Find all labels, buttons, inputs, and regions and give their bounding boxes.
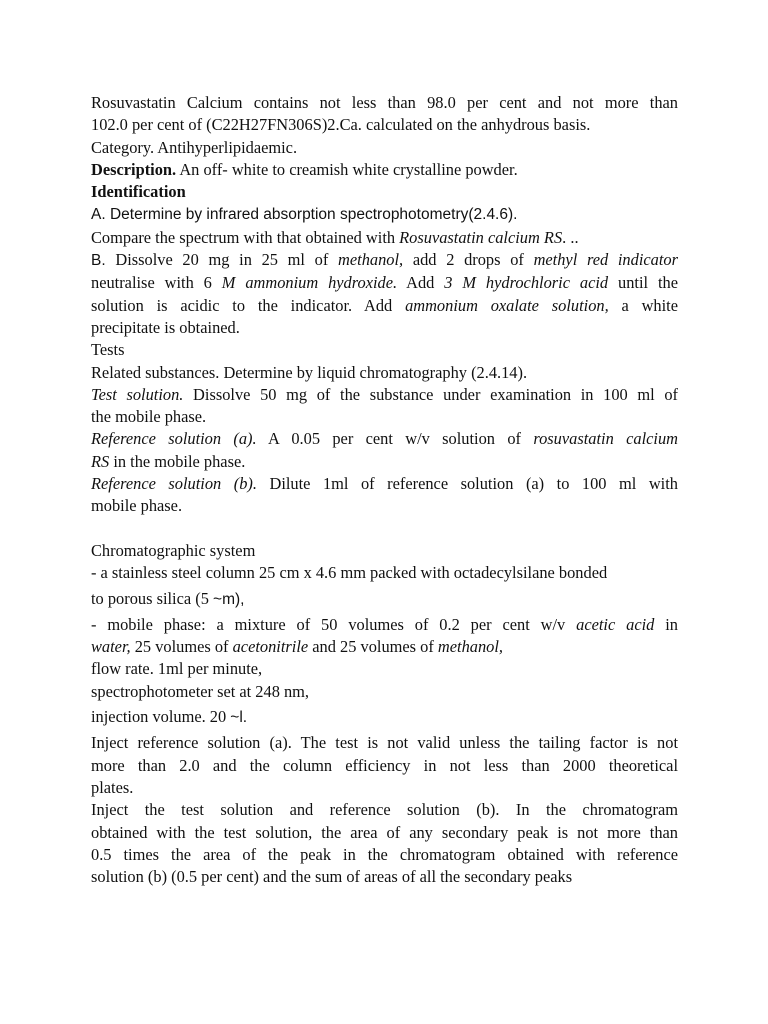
document-body xyxy=(91,92,678,888)
test-solution-line-1 xyxy=(91,384,678,406)
mobile-phase-text: - mobile phase: a mixture of 50 volumes of 0.2 per cent w/v xyxy=(91,614,577,634)
b-text: neutralise with 6 xyxy=(91,273,222,293)
description-text: An off- white to creamish white crystalline powder. xyxy=(176,159,518,179)
test-solution-label: Test solution. xyxy=(91,384,184,404)
mobile-phase-text: and 25 volumes of xyxy=(308,637,438,657)
related-substances-line: Related substances. Determine by liquid chromatography (2.4.14). xyxy=(91,362,528,382)
compare-end: . .. xyxy=(562,227,579,247)
closing-line-3: plates. xyxy=(91,777,134,797)
reference-a-label: Reference solution (a). xyxy=(91,429,257,449)
reference-b-line-2: mobile phase. xyxy=(91,496,183,516)
closing-line-6: 0.5 times the area of the peak in the chromatogram obtained with reference xyxy=(91,844,678,864)
test-solution-line-2: the mobile phase. xyxy=(91,407,207,427)
identification-a-text: A. Determine by infrared absorption spectrophotometry(2.4.6). xyxy=(91,206,518,224)
identification-a-line xyxy=(91,203,678,226)
column-line-2 xyxy=(91,588,678,611)
reagent-methanol: methanol, xyxy=(437,637,504,657)
paragraph-gap xyxy=(91,518,678,540)
mobile-phase-text: in xyxy=(654,614,678,634)
flow-rate-line: flow rate. 1ml per minute, xyxy=(91,659,263,679)
mobile-phase-text: 25 volumes of xyxy=(130,637,233,657)
reagent-acetic-acid: acetic acid xyxy=(576,614,655,634)
b-text: Dissolve 20 mg in 25 ml of xyxy=(105,250,339,270)
particle-size-unit: ~m), xyxy=(213,590,245,608)
reagent-ammonium-oxalate: ammonium oxalate solution, xyxy=(405,295,609,315)
column-line-1: - a stainless steel column 25 cm x 4.6 mm packed with octadecylsilane bonded xyxy=(91,563,608,583)
compare-text: Compare the spectrum with that obtained with xyxy=(91,227,400,247)
reference-a-text: A 0.05 per cent w/v solution of xyxy=(256,429,534,449)
reagent-methanol: methanol, xyxy=(338,250,404,270)
identification-b-letter: B. xyxy=(91,252,106,270)
reagent-methyl-red: methyl red indicator xyxy=(533,250,678,270)
description-line xyxy=(91,159,678,181)
mobile-phase-line-1 xyxy=(91,614,678,636)
reference-a-standard: rosuvastatin calcium xyxy=(533,429,678,449)
reagent-water: water, xyxy=(91,637,131,657)
closing-line-7: solution (b) (0.5 per cent) and the sum of areas of all the secondary peaks xyxy=(91,867,573,887)
reference-b-label: Reference solution (b). xyxy=(91,474,257,494)
b-text: solution is acidic to the indicator. Add xyxy=(91,295,406,315)
b-text: a white xyxy=(608,295,678,315)
chromatographic-heading: Chromatographic system xyxy=(91,540,256,560)
reference-b-line-1 xyxy=(91,473,678,495)
b-text: Add xyxy=(397,273,445,293)
injection-unit: ~l. xyxy=(230,709,248,727)
closing-line-5: obtained with the test solution, the area of any secondary peak is not more than xyxy=(91,822,678,842)
tests-heading: Tests xyxy=(91,340,125,360)
column-text: to porous silica (5 xyxy=(91,588,214,608)
category-line: Category. Antihyperlipidaemic. xyxy=(91,137,298,157)
identification-a-compare xyxy=(91,227,678,249)
test-solution-text: Dissolve 50 mg of the substance under examination in 100 ml of xyxy=(183,384,678,404)
b-text: until the xyxy=(608,273,678,293)
injection-volume-line xyxy=(91,706,678,729)
description-label: Description. xyxy=(91,159,177,179)
closing-line-2: more than 2.0 and the column efficiency in not less than 2000 theoretical xyxy=(91,755,678,775)
identification-heading: Identification xyxy=(91,182,186,202)
reagent-ammonium-hydroxide: M ammonium hydroxide. xyxy=(221,273,398,293)
reagent-hydrochloric-acid: 3 M hydrochloric acid xyxy=(444,273,609,293)
injection-text: injection volume. 20 xyxy=(91,707,231,727)
reference-b-text: Dilute 1ml of reference solution (a) to 100 ml with xyxy=(256,474,678,494)
reference-a-line-1 xyxy=(91,428,678,450)
identification-b-line-4: precipitate is obtained. xyxy=(91,317,240,337)
closing-line-1: Inject reference solution (a). The test is not valid unless the tailing factor is not xyxy=(91,733,678,753)
identification-b-line-2 xyxy=(91,272,678,294)
intro-line-2: 102.0 per cent of (C22H27FN306S)2.Ca. calculated on the anhydrous basis. xyxy=(91,115,591,135)
reagent-acetonitrile: acetonitrile xyxy=(232,637,309,657)
intro-line-1: Rosuvastatin Calcium contains not less than 98.0 per cent and not more than xyxy=(91,93,678,112)
spectrophotometer-line: spectrophotometer set at 248 nm, xyxy=(91,681,310,701)
mobile-phase-line-2 xyxy=(91,636,678,658)
b-text: add 2 drops of xyxy=(403,250,534,270)
reference-a-standard-rs: RS xyxy=(91,451,110,471)
closing-line-4: Inject the test solution and reference solution (b). In the chromatogram xyxy=(91,800,678,820)
reference-a-text: in the mobile phase. xyxy=(109,451,246,471)
identification-b-line-1 xyxy=(91,249,678,272)
reference-a-line-2 xyxy=(91,451,678,473)
identification-b-line-3 xyxy=(91,295,678,317)
reference-standard-name: Rosuvastatin calcium RS xyxy=(399,227,563,247)
